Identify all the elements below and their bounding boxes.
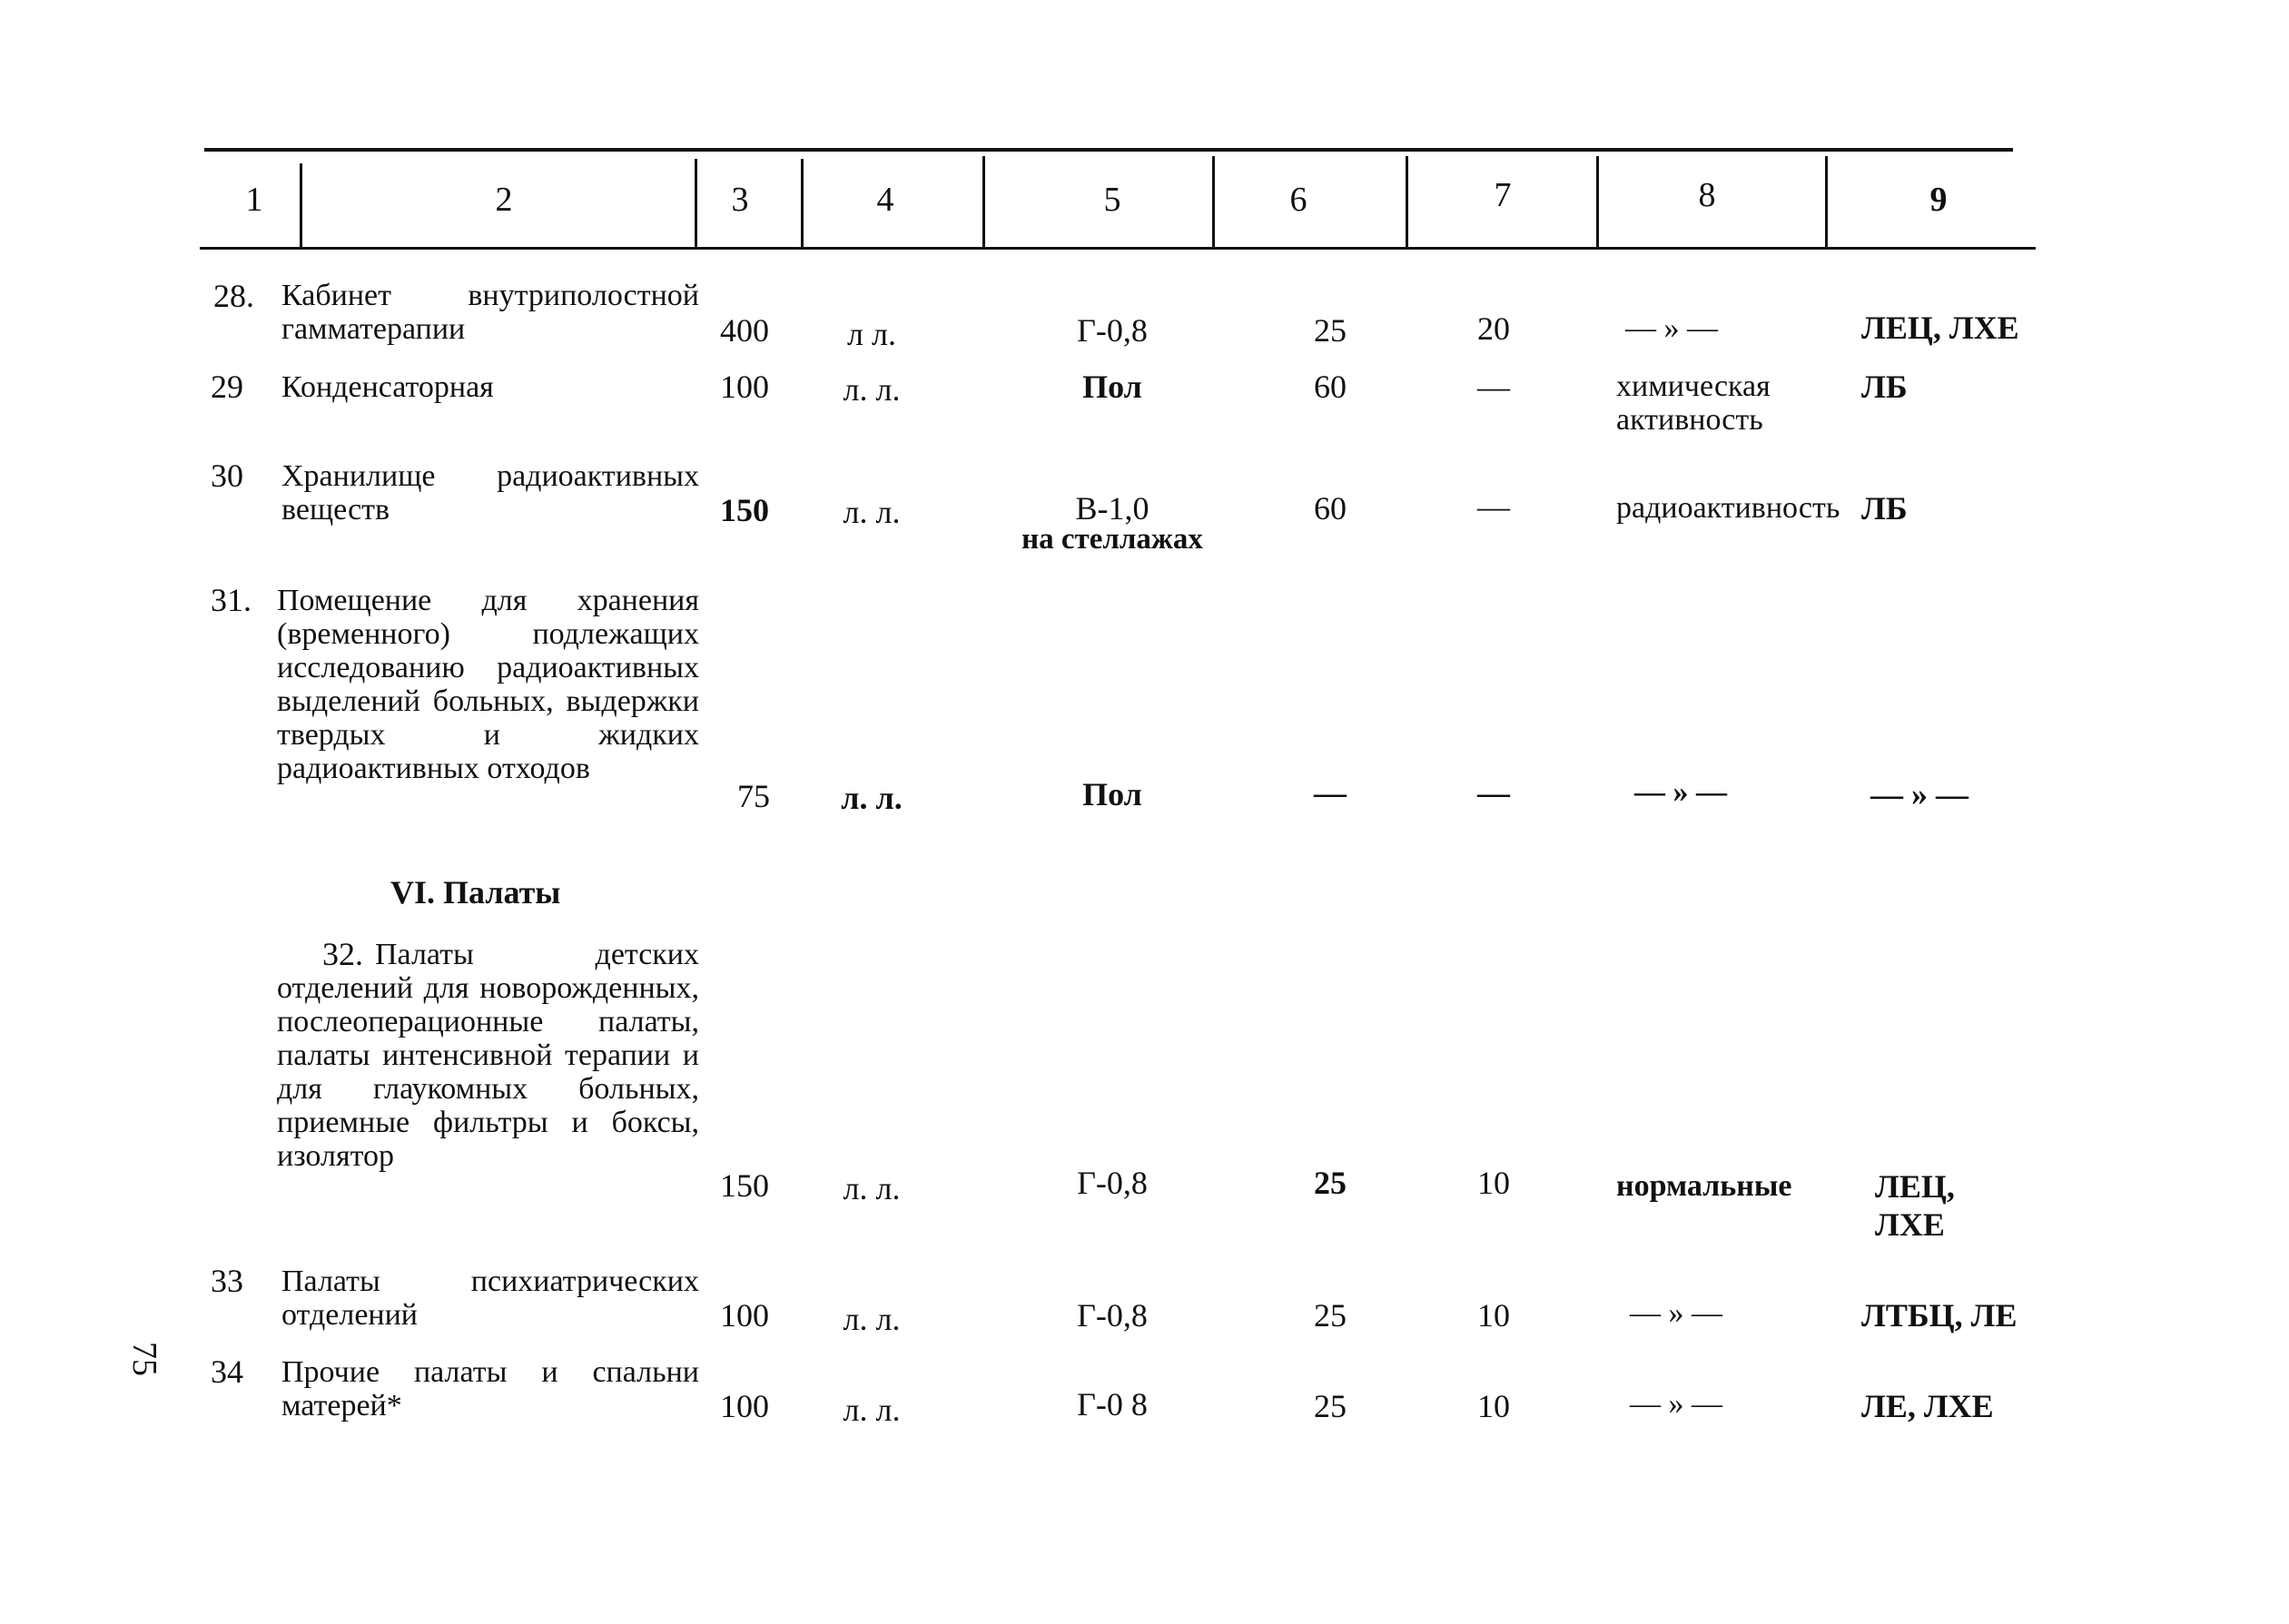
cell-col3: 400 bbox=[720, 312, 769, 349]
cell-col6: 25 bbox=[1314, 1165, 1347, 1201]
cell-col7: — bbox=[1477, 488, 1510, 525]
cell-col3: 150 bbox=[720, 1167, 769, 1204]
row-number: 32. bbox=[322, 936, 363, 972]
table-top-rule bbox=[204, 148, 2013, 152]
cell-col7: — bbox=[1477, 774, 1510, 811]
table-row bbox=[0, 277, 2289, 352]
cell-col7: — bbox=[1477, 369, 1510, 405]
row-number: 29 bbox=[211, 369, 243, 405]
cell-col9: ЛБ bbox=[1861, 369, 1908, 405]
cell-col7: 20 bbox=[1477, 310, 1510, 347]
cell-col9: — » — bbox=[1870, 776, 1968, 812]
table-row bbox=[0, 457, 2289, 556]
cell-col3: 75 bbox=[737, 778, 770, 814]
cell-col3: 100 bbox=[720, 369, 769, 405]
cell-col7: 10 bbox=[1477, 1388, 1510, 1424]
cell-col9: ЛЕЦ, ЛХЕ bbox=[1875, 1168, 1955, 1243]
cell-col4: л л. bbox=[847, 316, 896, 352]
header-divider-1 bbox=[300, 163, 302, 250]
row-name: Палаты детских отделений для новорожденных, послеоперационные палаты, палаты интенсивной терапии и для глаукомных больных, приемные фильтры и боксы, изолятор bbox=[277, 938, 699, 1173]
cell-col9: ЛЕЦ, ЛХЕ bbox=[1861, 310, 2019, 346]
row-number: 31. bbox=[211, 582, 252, 618]
row-name: Кабинет внутриполостной гамматерапии bbox=[281, 279, 699, 346]
header-col-9: 9 bbox=[1929, 181, 1948, 219]
cell-col5-note: на стеллажах bbox=[1021, 523, 1203, 556]
header-col-8: 8 bbox=[1698, 176, 1716, 214]
cell-col4: л. л. bbox=[843, 1392, 901, 1428]
page-number: 75 bbox=[125, 1342, 163, 1376]
table-row bbox=[0, 1353, 2289, 1428]
header-col-6: 6 bbox=[1289, 181, 1307, 219]
table-row bbox=[0, 368, 2289, 440]
header-divider-2 bbox=[695, 159, 697, 250]
header-col-3: 3 bbox=[731, 181, 749, 219]
header-divider-5 bbox=[1212, 156, 1215, 250]
cell-col5: Г-0,8 bbox=[1077, 1165, 1148, 1201]
cell-col3: 150 bbox=[720, 492, 769, 528]
table-header-bottom-rule bbox=[200, 247, 2036, 250]
row-name: Прочие палаты и спальни матерей* bbox=[281, 1355, 699, 1422]
cell-col5: Пол bbox=[1082, 776, 1142, 812]
cell-col7: 10 bbox=[1477, 1165, 1510, 1201]
header-divider-6 bbox=[1406, 156, 1408, 250]
cell-col3: 100 bbox=[720, 1297, 769, 1334]
table-row bbox=[0, 1262, 2289, 1337]
header-divider-7 bbox=[1596, 156, 1599, 250]
cell-col6: 25 bbox=[1314, 1297, 1347, 1334]
row-number: 33 bbox=[211, 1263, 243, 1299]
header-divider-3 bbox=[801, 159, 804, 250]
cell-col9: ЛБ bbox=[1861, 490, 1908, 527]
cell-col8: нормальные bbox=[1616, 1169, 1792, 1203]
section-title: VI. Палаты bbox=[390, 874, 561, 910]
row-name: Конденсаторная bbox=[281, 370, 494, 404]
table-row bbox=[0, 935, 2289, 1243]
cell-col6: 25 bbox=[1314, 1388, 1347, 1424]
cell-col8: — » — bbox=[1630, 1296, 1722, 1330]
cell-col6: 60 bbox=[1314, 369, 1347, 405]
header-col-4: 4 bbox=[876, 181, 894, 219]
row-name: Хранилище радиоактивных веществ bbox=[281, 459, 699, 527]
cell-col4: л. л. bbox=[843, 494, 901, 530]
cell-col8: радиоактивность bbox=[1616, 491, 1840, 525]
cell-col4: л. л. bbox=[843, 1170, 901, 1206]
cell-col3: 100 bbox=[720, 1388, 769, 1424]
row-number: 34 bbox=[211, 1353, 243, 1390]
row-number: 30 bbox=[211, 458, 243, 494]
cell-col8: химическая активность bbox=[1616, 369, 1771, 437]
cell-col7: 10 bbox=[1477, 1297, 1510, 1334]
header-divider-4 bbox=[982, 156, 985, 250]
cell-col9: ЛТБЦ, ЛЕ bbox=[1861, 1297, 2018, 1334]
header-col-7: 7 bbox=[1494, 176, 1512, 214]
cell-col4: л. л. bbox=[841, 780, 903, 816]
cell-col8: — » — bbox=[1634, 775, 1727, 809]
cell-col5: Г-0,8 bbox=[1077, 1297, 1148, 1334]
row-name: Палаты психиатрических отделений bbox=[281, 1265, 699, 1332]
cell-col6: — bbox=[1314, 774, 1347, 811]
cell-col5: Г-0 8 bbox=[1077, 1386, 1148, 1422]
cell-col5: Пол bbox=[1082, 369, 1142, 405]
header-col-2: 2 bbox=[495, 181, 513, 219]
cell-col5: В-1,0 bbox=[1075, 490, 1149, 527]
header-divider-8 bbox=[1825, 156, 1828, 250]
cell-col5: Г-0,8 bbox=[1077, 312, 1148, 349]
cell-col4: л. л. bbox=[843, 371, 901, 408]
row-name: Помещение для хранения (временного) подлежащих исследованию радиоактивных выделений больных, выдержки твердых и жидких радиоактивных отходов bbox=[277, 584, 699, 785]
header-col-5: 5 bbox=[1103, 181, 1121, 219]
cell-col4: л. л. bbox=[843, 1301, 901, 1337]
row-number: 28. bbox=[213, 278, 254, 314]
header-col-1: 1 bbox=[245, 181, 263, 219]
cell-col6: 60 bbox=[1314, 490, 1347, 527]
table-row bbox=[0, 581, 2289, 817]
cell-col9: ЛЕ, ЛХЕ bbox=[1861, 1388, 1994, 1424]
cell-col8: — » — bbox=[1625, 311, 1718, 345]
cell-col8: — » — bbox=[1630, 1387, 1722, 1421]
cell-col6: 25 bbox=[1314, 312, 1347, 349]
